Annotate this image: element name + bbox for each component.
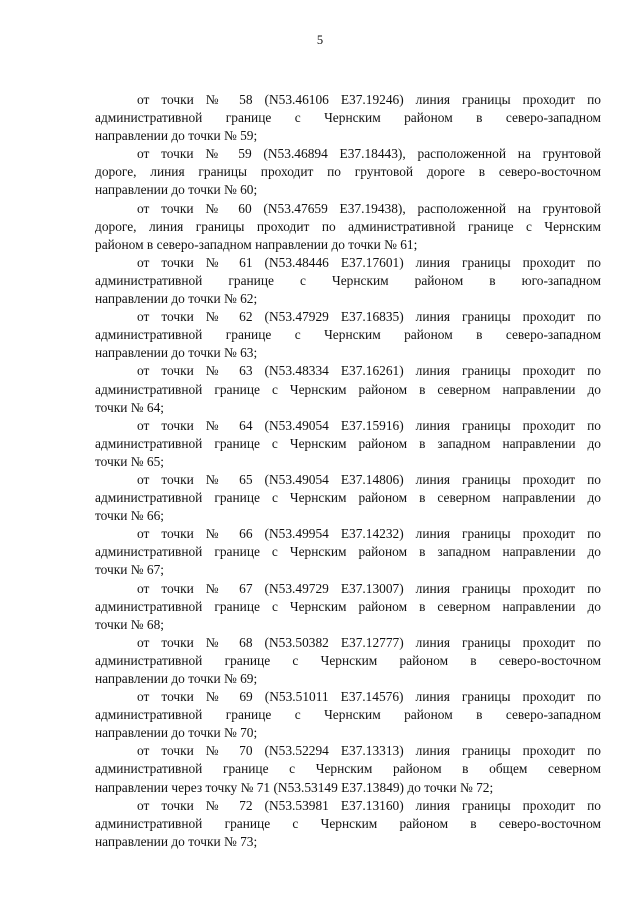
paragraph-line: административной границе с Чернским районом в северо-восточном: [95, 652, 601, 668]
paragraph-line: от точки № 69 (N53.51011 Е37.14576) линия границы проходит по: [137, 689, 601, 705]
paragraph-line: направлении до точки № 73;: [95, 833, 258, 849]
paragraph-line: дороге, линия границы проходит по административной границе с Чернским: [95, 218, 601, 234]
paragraph-line: точки № 64;: [95, 399, 165, 415]
boundary-paragraph: [95, 688, 601, 742]
boundary-paragraph: [95, 742, 601, 796]
boundary-paragraph: [95, 634, 601, 688]
paragraph-line: от точки № 58 (N53.46106 Е37.19246) линия границы проходит по: [137, 92, 601, 107]
boundary-paragraph: [95, 471, 601, 525]
paragraph-line: административной границе с Чернским районом в северо-западном: [95, 110, 601, 126]
boundary-paragraph: [95, 145, 601, 199]
boundary-paragraph: [95, 525, 601, 579]
paragraph-line: от точки № 63 (N53.48334 Е37.16261) линия границы проходит по: [137, 363, 601, 379]
paragraph-line: точки № 65;: [95, 453, 165, 469]
boundary-paragraph: [95, 417, 601, 471]
paragraph-line: направлении до точки № 62;: [95, 291, 258, 307]
paragraph-line: от точки № 68 (N53.50382 Е37.12777) линия границы проходит по: [137, 634, 601, 650]
boundary-paragraph: [95, 580, 601, 634]
paragraph-line: административной границе с Чернским районом в северном направлении до: [95, 381, 601, 397]
paragraph-line: точки № 68;: [95, 616, 165, 632]
paragraph-line: административной границе с Чернским районом в западном направлении до: [95, 544, 601, 560]
paragraph-line: направлении через точку № 71 (N53.53149 Е37.13849) до точки № 72;: [95, 779, 494, 795]
boundary-paragraph: [95, 308, 601, 362]
paragraph-line: направлении до точки № 70;: [95, 725, 258, 741]
paragraph-line: направлении до точки № 60;: [95, 182, 258, 198]
paragraph-line: административной границе с Чернским районом в северо-западном: [95, 707, 601, 723]
paragraph-line: административной границе с Чернским районом в северо-восточном: [95, 815, 601, 831]
paragraph-line: от точки № 64 (N53.49054 Е37.15916) линия границы проходит по: [137, 417, 601, 433]
paragraph-line: направлении до точки № 63;: [95, 345, 258, 361]
paragraph-line: от точки № 61 (N53.48446 Е37.17601) линия границы проходит по: [137, 254, 601, 270]
paragraph-line: от точки № 60 (N53.47659 Е37.19438), расположенной на грунтовой: [137, 200, 601, 216]
paragraph-line: административной границе с Чернским районом в северо-западном: [95, 327, 601, 343]
paragraph-line: от точки № 62 (N53.47929 Е37.16835) линия границы проходит по: [137, 309, 601, 325]
boundary-paragraph: [95, 200, 601, 254]
paragraph-line: административной границе с Чернским районом в юго-западном: [95, 272, 601, 288]
paragraph-line: направлении до точки № 69;: [95, 671, 258, 686]
paragraph-line: от точки № 72 (N53.53981 Е37.13160) линия границы проходит по: [137, 797, 601, 813]
boundary-paragraph: [95, 797, 601, 851]
paragraph-line: от точки № 70 (N53.52294 Е37.13313) линия границы проходит по: [137, 743, 601, 759]
paragraph-line: от точки № 67 (N53.49729 Е37.13007) линия границы проходит по: [137, 580, 601, 596]
paragraph-line: от точки № 66 (N53.49954 Е37.14232) линия границы проходит по: [137, 526, 601, 542]
paragraph-line: административной границе с Чернским районом в общем северном: [95, 761, 601, 777]
boundary-paragraph: [95, 254, 601, 308]
paragraph-line: точки № 66;: [95, 508, 165, 524]
paragraph-line: от точки № 59 (N53.46894 Е37.18443), расположенной на грунтовой: [137, 146, 601, 162]
boundary-paragraph: [95, 91, 601, 145]
document-body: [95, 91, 601, 851]
paragraph-line: направлении до точки № 59;: [95, 128, 258, 144]
boundary-paragraph: [95, 362, 601, 416]
paragraph-line: административной границе с Чернским районом в западном направлении до: [95, 435, 601, 451]
paragraph-line: дороге, линия границы проходит по грунтовой дороге в северо-восточном: [95, 164, 601, 180]
paragraph-line: административной границе с Чернским районом в северном направлении до: [95, 490, 601, 506]
paragraph-line: точки № 67;: [95, 562, 165, 578]
paragraph-line: районом в северо-западном направлении до точки № 61;: [95, 236, 418, 252]
page-number: 5: [316, 33, 324, 47]
paragraph-line: административной границе с Чернским районом в северном направлении до: [95, 598, 601, 614]
paragraph-line: от точки № 65 (N53.49054 Е37.14806) линия границы проходит по: [137, 471, 601, 487]
